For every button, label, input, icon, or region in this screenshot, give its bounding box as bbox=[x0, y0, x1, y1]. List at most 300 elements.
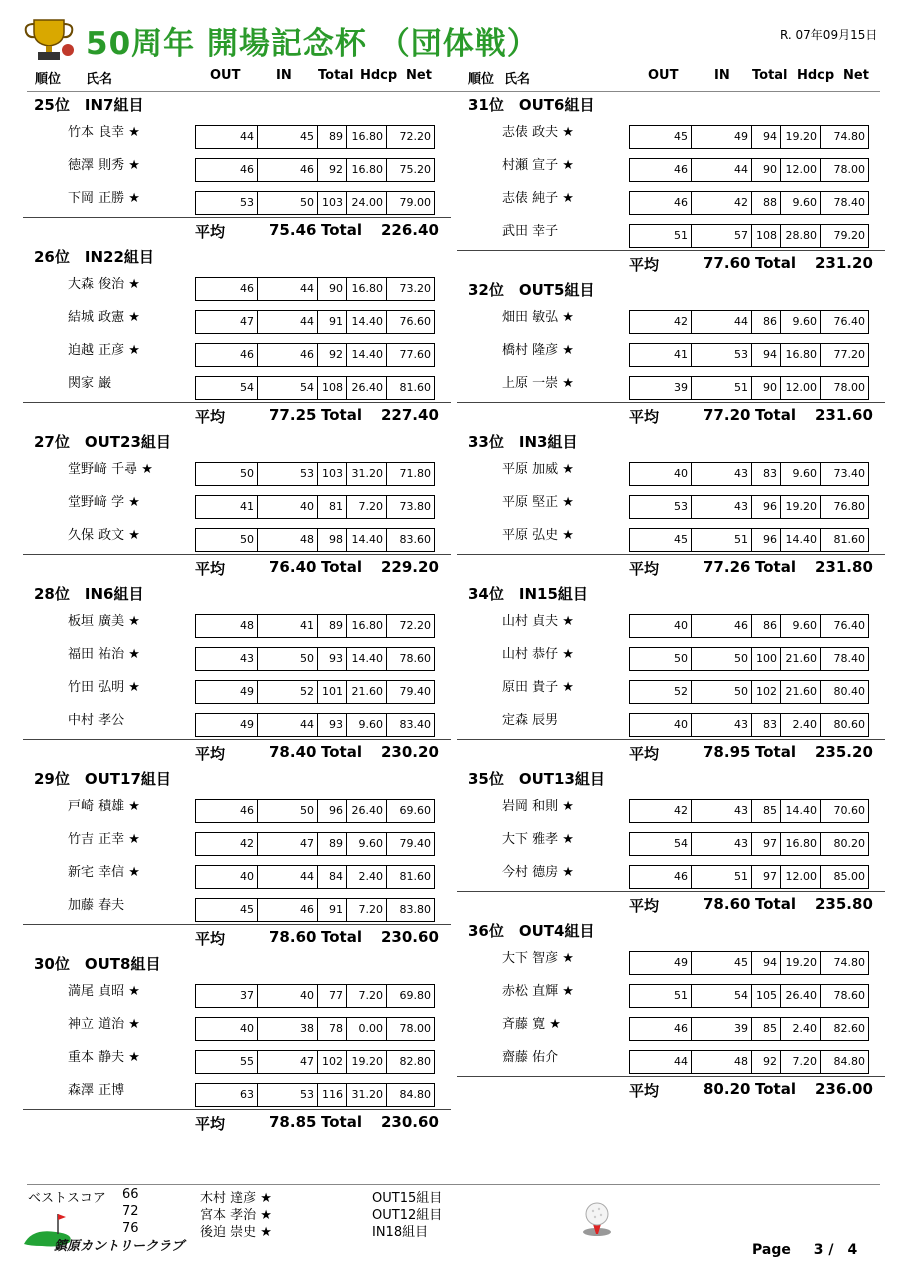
score-net: 77.60 bbox=[386, 344, 434, 366]
score-net: 80.40 bbox=[820, 681, 868, 703]
score-in: 42 bbox=[691, 192, 751, 214]
score-in: 39 bbox=[691, 1018, 751, 1040]
score-cells bbox=[195, 865, 435, 889]
total-label: Total bbox=[321, 221, 362, 239]
score-out: 39 bbox=[674, 381, 688, 394]
player-row bbox=[461, 944, 881, 977]
score-in: 44 bbox=[257, 311, 317, 333]
avg-label: 平均 bbox=[195, 560, 226, 578]
score-total: 90 bbox=[317, 278, 346, 300]
player-row bbox=[27, 521, 447, 554]
score-out: 51 bbox=[674, 229, 688, 242]
total-value: 235.20 bbox=[815, 743, 873, 761]
player-name: 結城 政憲 ★ bbox=[68, 310, 140, 325]
score-hdcp: 14.40 bbox=[780, 529, 820, 551]
score-cells bbox=[195, 343, 435, 367]
score-total: 97 bbox=[751, 833, 780, 855]
player-row bbox=[27, 673, 447, 706]
player-name: 神立 道治 ★ bbox=[68, 1017, 140, 1032]
avg-value: 78.85 bbox=[269, 1113, 317, 1131]
total-label: Total bbox=[755, 743, 796, 761]
score-out: 49 bbox=[240, 685, 254, 698]
total-label: Total bbox=[755, 895, 796, 913]
group-title: 26位 IN22組目 bbox=[34, 248, 154, 266]
score-total: 88 bbox=[751, 192, 780, 214]
score-out: 46 bbox=[674, 1022, 688, 1035]
avg-label: 平均 bbox=[195, 223, 226, 241]
score-total: 92 bbox=[751, 1051, 780, 1073]
player-name: 大下 智彦 ★ bbox=[502, 951, 574, 966]
score-cells bbox=[195, 125, 435, 149]
score-total: 84 bbox=[317, 866, 346, 888]
score-net: 83.60 bbox=[386, 529, 434, 551]
score-net: 73.40 bbox=[820, 463, 868, 485]
score-hdcp: 24.00 bbox=[346, 192, 386, 214]
player-row bbox=[461, 118, 881, 151]
score-in: 45 bbox=[257, 126, 317, 148]
score-cells bbox=[629, 951, 869, 975]
score-in: 54 bbox=[257, 377, 317, 399]
score-out: 51 bbox=[674, 989, 688, 1002]
avg-label: 平均 bbox=[629, 897, 660, 915]
score-out: 46 bbox=[240, 348, 254, 361]
score-total: 94 bbox=[751, 344, 780, 366]
score-hdcp: 19.20 bbox=[346, 1051, 386, 1073]
best-score-group: IN18組目 bbox=[372, 1225, 429, 1240]
score-net: 72.20 bbox=[386, 126, 434, 148]
score-net: 81.60 bbox=[386, 866, 434, 888]
avg-value: 78.40 bbox=[269, 743, 317, 761]
score-in: 48 bbox=[257, 529, 317, 551]
score-hdcp: 12.00 bbox=[780, 159, 820, 181]
player-name: 迫越 正彦 ★ bbox=[68, 343, 140, 358]
avg-value: 76.40 bbox=[269, 558, 317, 576]
score-net: 69.80 bbox=[386, 985, 434, 1007]
group-summary bbox=[457, 250, 885, 277]
player-name: 定森 辰男 bbox=[502, 713, 559, 728]
score-in: 51 bbox=[691, 866, 751, 888]
score-out: 50 bbox=[240, 533, 254, 546]
best-score-name: 後迫 崇史 ★ bbox=[200, 1225, 272, 1240]
player-row bbox=[27, 792, 447, 825]
score-total: 94 bbox=[751, 952, 780, 974]
player-row bbox=[461, 706, 881, 739]
best-score-name: 木村 達彦 ★ bbox=[200, 1191, 272, 1206]
score-in: 43 bbox=[691, 800, 751, 822]
col-out: OUT bbox=[648, 68, 679, 83]
group-summary bbox=[23, 554, 451, 581]
score-total: 103 bbox=[317, 463, 346, 485]
avg-label: 平均 bbox=[629, 1082, 660, 1100]
score-net: 75.20 bbox=[386, 159, 434, 181]
avg-label: 平均 bbox=[195, 408, 226, 426]
score-hdcp: 0.00 bbox=[346, 1018, 386, 1040]
avg-label: 平均 bbox=[629, 408, 660, 426]
score-hdcp: 7.20 bbox=[346, 496, 386, 518]
score-cells bbox=[195, 647, 435, 671]
score-hdcp: 2.40 bbox=[780, 1018, 820, 1040]
score-in: 43 bbox=[691, 833, 751, 855]
player-name: 森澤 正博 bbox=[68, 1083, 125, 1098]
score-hdcp: 26.40 bbox=[346, 800, 386, 822]
score-out: 46 bbox=[674, 870, 688, 883]
score-cells bbox=[629, 125, 869, 149]
group-summary bbox=[457, 739, 885, 766]
player-name: 福田 祐治 ★ bbox=[68, 647, 140, 662]
col-hdcp: Hdcp bbox=[360, 68, 398, 83]
score-out: 44 bbox=[240, 130, 254, 143]
avg-value: 78.60 bbox=[269, 928, 317, 946]
score-cells bbox=[629, 462, 869, 486]
score-out: 49 bbox=[240, 718, 254, 731]
score-cells bbox=[195, 376, 435, 400]
group-title: 25位 IN7組目 bbox=[34, 96, 144, 114]
score-in: 44 bbox=[257, 278, 317, 300]
player-row bbox=[27, 336, 447, 369]
score-total: 86 bbox=[751, 615, 780, 637]
score-total: 90 bbox=[751, 159, 780, 181]
score-hdcp: 2.40 bbox=[346, 866, 386, 888]
player-row bbox=[27, 455, 447, 488]
score-out: 54 bbox=[674, 837, 688, 850]
score-cells bbox=[195, 191, 435, 215]
player-row bbox=[461, 488, 881, 521]
group-summary bbox=[23, 402, 451, 429]
total-label: Total bbox=[321, 558, 362, 576]
avg-label: 平均 bbox=[195, 745, 226, 763]
score-total: 92 bbox=[317, 159, 346, 181]
score-hdcp: 12.00 bbox=[780, 377, 820, 399]
best-score-group: OUT12組目 bbox=[372, 1208, 443, 1223]
score-in: 46 bbox=[257, 159, 317, 181]
score-cells bbox=[629, 343, 869, 367]
score-hdcp: 21.60 bbox=[780, 648, 820, 670]
player-row bbox=[461, 336, 881, 369]
score-total: 92 bbox=[317, 344, 346, 366]
score-cells bbox=[629, 376, 869, 400]
score-in: 50 bbox=[257, 192, 317, 214]
col-out: OUT bbox=[210, 68, 241, 83]
score-in: 43 bbox=[691, 496, 751, 518]
score-out: 42 bbox=[674, 315, 688, 328]
player-row bbox=[27, 118, 447, 151]
player-name: 板垣 廣美 ★ bbox=[68, 614, 140, 629]
score-in: 44 bbox=[257, 866, 317, 888]
score-cells bbox=[629, 191, 869, 215]
avg-value: 80.20 bbox=[703, 1080, 751, 1098]
player-name: 堂野﨑 千尋 ★ bbox=[68, 462, 153, 477]
col-in: IN bbox=[276, 68, 292, 83]
group-title: 28位 IN6組目 bbox=[34, 585, 144, 603]
player-name: 上原 一崇 ★ bbox=[502, 376, 574, 391]
score-hdcp: 19.20 bbox=[780, 126, 820, 148]
col-net: Net bbox=[406, 68, 432, 83]
right-column bbox=[461, 92, 881, 1103]
score-total: 83 bbox=[751, 463, 780, 485]
score-out: 47 bbox=[240, 315, 254, 328]
player-name: 関家 巌 bbox=[68, 376, 112, 391]
score-net: 84.80 bbox=[820, 1051, 868, 1073]
score-out: 49 bbox=[674, 956, 688, 969]
player-name: 畑田 敏弘 ★ bbox=[502, 310, 574, 325]
page-number: 3 / 4 bbox=[813, 1242, 858, 1258]
avg-value: 78.60 bbox=[703, 895, 751, 913]
score-net: 82.60 bbox=[820, 1018, 868, 1040]
score-cells bbox=[195, 799, 435, 823]
score-cells bbox=[195, 713, 435, 737]
player-row bbox=[27, 891, 447, 924]
score-out: 40 bbox=[674, 619, 688, 632]
avg-value: 77.60 bbox=[703, 254, 751, 272]
player-row bbox=[461, 977, 881, 1010]
group-summary bbox=[23, 1109, 451, 1136]
player-name: 戸崎 積雄 ★ bbox=[68, 799, 140, 814]
score-net: 73.20 bbox=[386, 278, 434, 300]
score-total: 77 bbox=[317, 985, 346, 1007]
score-net: 76.60 bbox=[386, 311, 434, 333]
player-name: 大森 俊治 ★ bbox=[68, 277, 140, 292]
score-hdcp: 16.80 bbox=[346, 615, 386, 637]
score-hdcp: 9.60 bbox=[780, 615, 820, 637]
score-total: 98 bbox=[317, 529, 346, 551]
score-in: 44 bbox=[691, 311, 751, 333]
player-name: 堂野﨑 学 ★ bbox=[68, 495, 140, 510]
best-score-value: 76 bbox=[122, 1221, 139, 1236]
score-in: 44 bbox=[257, 714, 317, 736]
score-cells bbox=[629, 528, 869, 552]
avg-label: 平均 bbox=[629, 256, 660, 274]
player-row bbox=[27, 977, 447, 1010]
score-cells bbox=[629, 224, 869, 248]
score-in: 52 bbox=[257, 681, 317, 703]
total-value: 226.40 bbox=[381, 221, 439, 239]
score-cells bbox=[195, 614, 435, 638]
player-name: 満尾 貞昭 ★ bbox=[68, 984, 140, 999]
score-out: 53 bbox=[240, 196, 254, 209]
trophy-icon bbox=[20, 18, 78, 62]
score-out: 37 bbox=[240, 989, 254, 1002]
score-in: 43 bbox=[691, 714, 751, 736]
score-cells bbox=[195, 1083, 435, 1107]
player-row bbox=[27, 184, 447, 217]
player-name: 加藤 春夫 bbox=[68, 898, 125, 913]
score-in: 46 bbox=[257, 344, 317, 366]
score-total: 94 bbox=[751, 126, 780, 148]
score-in: 46 bbox=[257, 899, 317, 921]
col-total: Total bbox=[752, 68, 788, 83]
score-net: 85.00 bbox=[820, 866, 868, 888]
group-title: 29位 OUT17組目 bbox=[34, 770, 171, 788]
score-out: 45 bbox=[240, 903, 254, 916]
col-rank: 順位 bbox=[468, 72, 495, 87]
score-total: 102 bbox=[317, 1051, 346, 1073]
score-out: 45 bbox=[674, 130, 688, 143]
score-hdcp: 9.60 bbox=[346, 714, 386, 736]
score-total: 89 bbox=[317, 126, 346, 148]
score-cells bbox=[195, 680, 435, 704]
player-row bbox=[461, 184, 881, 217]
total-value: 227.40 bbox=[381, 406, 439, 424]
score-cells bbox=[195, 1050, 435, 1074]
score-hdcp: 9.60 bbox=[346, 833, 386, 855]
group-title: 27位 OUT23組目 bbox=[34, 433, 171, 451]
score-net: 79.40 bbox=[386, 681, 434, 703]
total-label: Total bbox=[321, 743, 362, 761]
page-label: Page bbox=[752, 1242, 791, 1258]
score-in: 50 bbox=[257, 648, 317, 670]
score-net: 72.20 bbox=[386, 615, 434, 637]
group-title: 34位 IN15組目 bbox=[468, 585, 588, 603]
player-row bbox=[27, 607, 447, 640]
total-value: 230.20 bbox=[381, 743, 439, 761]
player-name: 武田 幸子 bbox=[502, 224, 559, 239]
score-in: 51 bbox=[691, 377, 751, 399]
player-name: 岩岡 和則 ★ bbox=[502, 799, 574, 814]
score-out: 46 bbox=[240, 163, 254, 176]
score-cells bbox=[629, 865, 869, 889]
score-out: 55 bbox=[240, 1055, 254, 1068]
best-score-name: 宮本 孝治 ★ bbox=[200, 1208, 272, 1223]
group-summary bbox=[23, 739, 451, 766]
score-total: 105 bbox=[751, 985, 780, 1007]
score-net: 79.00 bbox=[386, 192, 434, 214]
score-cells bbox=[195, 310, 435, 334]
page-indicator bbox=[752, 1239, 857, 1259]
score-net: 71.80 bbox=[386, 463, 434, 485]
player-name: 志俵 政夫 ★ bbox=[502, 125, 574, 140]
score-out: 46 bbox=[674, 196, 688, 209]
score-out: 41 bbox=[674, 348, 688, 361]
score-total: 86 bbox=[751, 311, 780, 333]
score-in: 46 bbox=[691, 615, 751, 637]
total-value: 236.00 bbox=[815, 1080, 873, 1098]
score-net: 78.00 bbox=[820, 159, 868, 181]
total-value: 230.60 bbox=[381, 1113, 439, 1131]
score-cells bbox=[195, 984, 435, 1008]
player-name: 原田 貴子 ★ bbox=[502, 680, 574, 695]
report-date: R. 07年09月15日 bbox=[780, 28, 878, 42]
score-in: 53 bbox=[257, 463, 317, 485]
score-cells bbox=[629, 1050, 869, 1074]
player-name: 志俵 純子 ★ bbox=[502, 191, 574, 206]
best-score-label: ベストスコア bbox=[28, 1191, 106, 1206]
score-in: 53 bbox=[257, 1084, 317, 1106]
score-total: 100 bbox=[751, 648, 780, 670]
player-name: 今村 德房 ★ bbox=[502, 865, 574, 880]
score-out: 45 bbox=[674, 533, 688, 546]
total-value: 230.60 bbox=[381, 928, 439, 946]
player-name: 中村 孝公 bbox=[68, 713, 125, 728]
avg-label: 平均 bbox=[629, 745, 660, 763]
player-row bbox=[27, 825, 447, 858]
score-total: 102 bbox=[751, 681, 780, 703]
player-row bbox=[27, 858, 447, 891]
score-cells bbox=[195, 277, 435, 301]
score-cells bbox=[629, 647, 869, 671]
score-total: 96 bbox=[317, 800, 346, 822]
total-label: Total bbox=[755, 406, 796, 424]
avg-label: 平均 bbox=[195, 930, 226, 948]
score-total: 85 bbox=[751, 800, 780, 822]
player-row bbox=[461, 825, 881, 858]
player-row bbox=[461, 858, 881, 891]
score-net: 76.40 bbox=[820, 311, 868, 333]
score-hdcp: 9.60 bbox=[780, 463, 820, 485]
col-total: Total bbox=[318, 68, 354, 83]
score-hdcp: 28.80 bbox=[780, 225, 820, 247]
total-value: 231.20 bbox=[815, 254, 873, 272]
score-net: 79.20 bbox=[820, 225, 868, 247]
score-total: 91 bbox=[317, 899, 346, 921]
score-out: 42 bbox=[240, 837, 254, 850]
col-name: 氏名 bbox=[504, 72, 531, 87]
score-cells bbox=[629, 984, 869, 1008]
col-net: Net bbox=[843, 68, 869, 83]
score-hdcp: 16.80 bbox=[346, 159, 386, 181]
player-row bbox=[461, 151, 881, 184]
player-row bbox=[27, 369, 447, 402]
avg-value: 77.20 bbox=[703, 406, 751, 424]
best-score-value: 66 bbox=[122, 1187, 139, 1202]
score-total: 97 bbox=[751, 866, 780, 888]
player-row bbox=[27, 151, 447, 184]
score-hdcp: 16.80 bbox=[780, 344, 820, 366]
score-in: 38 bbox=[257, 1018, 317, 1040]
player-row bbox=[27, 303, 447, 336]
score-hdcp: 7.20 bbox=[346, 899, 386, 921]
group-summary bbox=[457, 554, 885, 581]
col-hdcp: Hdcp bbox=[797, 68, 835, 83]
player-row bbox=[27, 1076, 447, 1109]
score-out: 44 bbox=[674, 1055, 688, 1068]
score-in: 57 bbox=[691, 225, 751, 247]
avg-value: 77.25 bbox=[269, 406, 317, 424]
total-value: 231.80 bbox=[815, 558, 873, 576]
score-in: 47 bbox=[257, 833, 317, 855]
score-net: 81.60 bbox=[820, 529, 868, 551]
score-total: 83 bbox=[751, 714, 780, 736]
score-net: 80.60 bbox=[820, 714, 868, 736]
score-in: 51 bbox=[691, 529, 751, 551]
score-out: 46 bbox=[240, 804, 254, 817]
score-out: 46 bbox=[674, 163, 688, 176]
player-row bbox=[27, 1043, 447, 1076]
player-name: 齋藤 佑介 bbox=[502, 1050, 559, 1065]
player-row bbox=[27, 640, 447, 673]
score-in: 44 bbox=[691, 159, 751, 181]
player-name: 新宅 幸信 ★ bbox=[68, 865, 140, 880]
score-out: 40 bbox=[674, 467, 688, 480]
score-net: 76.80 bbox=[820, 496, 868, 518]
score-net: 77.20 bbox=[820, 344, 868, 366]
score-in: 47 bbox=[257, 1051, 317, 1073]
avg-label: 平均 bbox=[195, 1115, 226, 1133]
score-out: 43 bbox=[240, 652, 254, 665]
player-name: 大下 雅孝 ★ bbox=[502, 832, 574, 847]
score-net: 74.80 bbox=[820, 952, 868, 974]
group-title: 33位 IN3組目 bbox=[468, 433, 578, 451]
total-label: Total bbox=[321, 928, 362, 946]
score-total: 90 bbox=[751, 377, 780, 399]
score-out: 40 bbox=[674, 718, 688, 731]
player-name: 竹本 良幸 ★ bbox=[68, 125, 140, 140]
player-row bbox=[27, 488, 447, 521]
avg-value: 78.95 bbox=[703, 743, 751, 761]
score-hdcp: 14.40 bbox=[780, 800, 820, 822]
score-hdcp: 31.20 bbox=[346, 463, 386, 485]
player-name: 平原 堅正 ★ bbox=[502, 495, 574, 510]
player-row bbox=[461, 1043, 881, 1076]
